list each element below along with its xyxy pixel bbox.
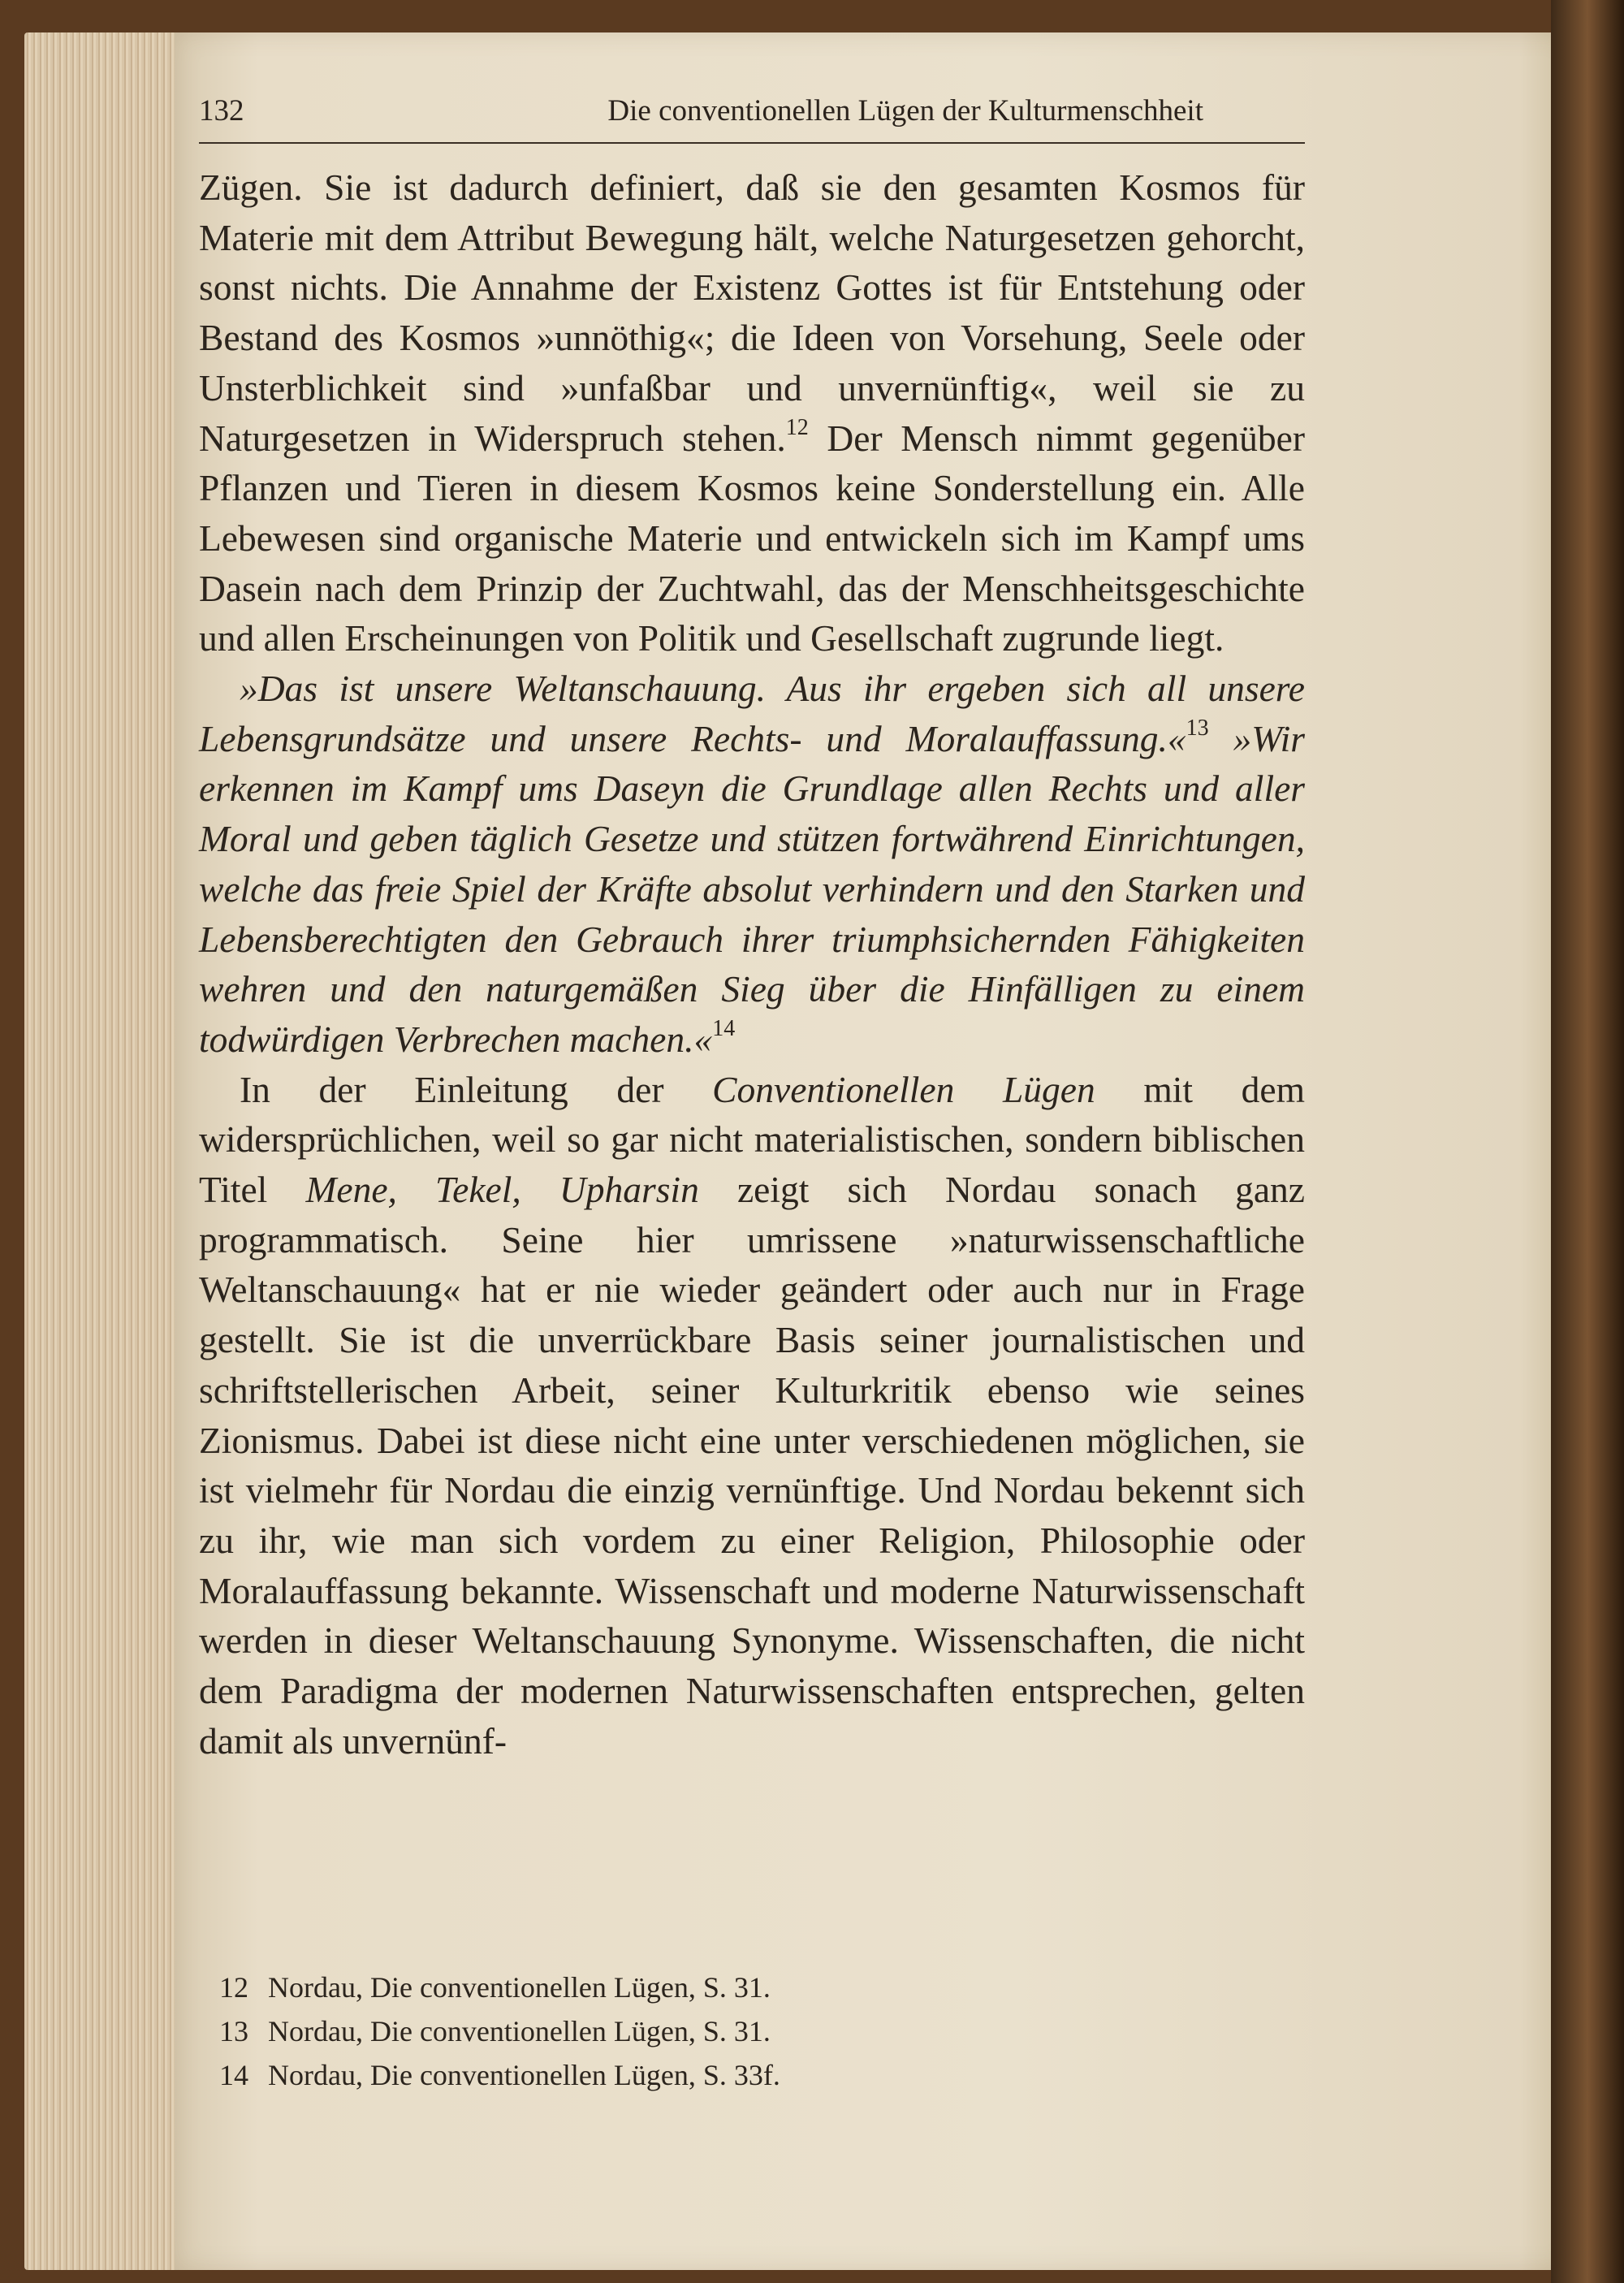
footnote-ref: 13 <box>1186 715 1209 741</box>
text-span: Zügen. Sie ist dadurch definiert, daß sie den gesamten Kosmos für Materie mit dem Attribut Bewegung hält, welche Naturgesetzen gehorcht, sonst nichts. Die Annahme der Existenz Gottes ist für Entstehung oder Bestand des Kosmos »unnöthig«; die Ideen von Vorsehung, Seele oder Unsterblichkeit sind »unfaßbar und unvernünftig«, weil sie zu Naturgesetzen in Widerspruch stehen. <box>199 166 1305 459</box>
footnote-ref: 14 <box>712 1015 736 1041</box>
footnote-number: 14 <box>219 2059 248 2091</box>
footnote-number: 13 <box>219 2015 248 2047</box>
title-text: Conventionellen Lügen <box>712 1068 1095 1110</box>
footnote <box>219 2009 1275 2053</box>
paragraph <box>199 162 1305 664</box>
running-head: Die conventionellen Lügen der Kulturmenschheit <box>607 94 1203 128</box>
text-span: In der Einleitung der <box>240 1068 713 1110</box>
footnote-number: 12 <box>219 1971 248 2004</box>
text-span: zeigt sich Nordau sonach ganz programmatisch. Seine hier umrissene »naturwissenschaftliche Weltanschauung« hat er nie wieder geändert oder auch nur in Frage gestellt. Sie ist die unverrückbare Basis seiner journalistischen und schriftstellerischen Arbeit, seiner Kulturkritik ebenso wie seines Zionismus. Dabei ist diese nicht eine unter verschiedenen möglichen, sie ist vielmehr für Nordau die einzig vernünftige. Und Nordau bekennt sich zu ihr, wie man sich vordem zu einer Religion, Philosophie oder Moralauffassung bekannte. Wissenschaft und moderne Naturwissenschaft werden in dieser Weltanschauung Synonyme. Wissenschaften, die nicht dem Paradigma der modernen Naturwissenschaften entsprechen, gelten damit als unvernünf- <box>199 1169 1305 1762</box>
footnote <box>219 2053 1275 2097</box>
footnote <box>219 1965 1275 2009</box>
footnote-text: Nordau, Die conventionellen Lügen, S. 31. <box>268 1971 771 2004</box>
footnote-ref: 12 <box>785 414 809 440</box>
text-span: mit dem widersprüchlichen, weil so gar nicht materialistischen, sondern biblischen Titel <box>199 1068 1305 1211</box>
paragraph <box>199 664 1305 1065</box>
footnote-text: Nordau, Die conventionellen Lügen, S. 31. <box>268 2015 771 2047</box>
page-edges <box>24 32 179 2270</box>
quote-text: »Wir erkennen im Kampf ums Daseyn die Grundlage allen Rechts und aller Moral und geben täglich Gesetze und stützen fortwährend Einrichtungen, welche das freie Spiel der Kräfte absolut verhindern und den Starken und Lebensberechtigten den Gebrauch ihrer triumphsichernden Fähigkeiten wehren und den naturgemäßen Sieg über die Hinfälligen zu einem todwürdigen Verbrechen machen.« <box>199 717 1305 1060</box>
text-span: Der Mensch nimmt gegenüber Pflanzen und Tieren in diesem Kosmos keine Sonderstellung ein. Alle Lebewesen sind organische Materie und entwickeln sich im Kampf ums Dasein nach dem Prinzip der Zuchtwahl, das der Menschheitsgeschichte und allen Erscheinungen von Politik und Gesellschaft zugrunde liegt. <box>199 417 1305 659</box>
title-text: Mene, Tekel, Upharsin <box>305 1169 699 1211</box>
page-number: 132 <box>199 94 244 128</box>
page-header <box>199 93 1305 144</box>
paragraph <box>199 1065 1305 1766</box>
book-spine <box>1551 0 1624 2283</box>
body-text <box>199 162 1305 1766</box>
footnotes <box>219 1965 1275 2097</box>
footnote-text: Nordau, Die conventionellen Lügen, S. 33f. <box>268 2059 780 2091</box>
quote-text: »Das ist unsere Weltanschauung. Aus ihr ergeben sich all unsere Lebensgrundsätze und unsere Rechts- und Moralauffassung.« <box>199 668 1305 759</box>
